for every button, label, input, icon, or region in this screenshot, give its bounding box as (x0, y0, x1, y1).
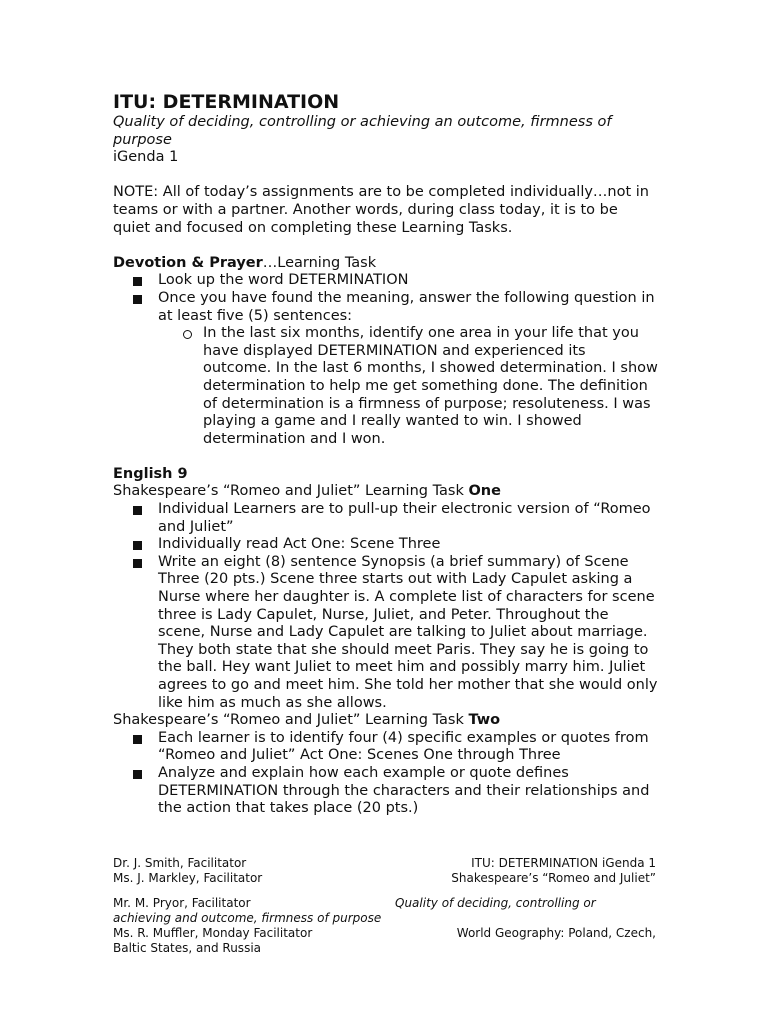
footer-markley: Ms. J. Markley, Facilitator (113, 871, 263, 885)
square-bullet-icon (133, 770, 142, 779)
circle-bullet-icon (183, 330, 192, 339)
footer-quality-line2: achieving and outcome, firmness of purpose (113, 911, 382, 925)
list-item-text: Look up the word DETERMINATION (158, 272, 409, 289)
task-two-heading (113, 712, 658, 730)
list-item (113, 536, 658, 554)
list-item (113, 501, 658, 536)
square-bullet-icon (133, 506, 142, 515)
list-item (113, 554, 658, 712)
task-one-heading (113, 483, 658, 501)
task-one-number: One (468, 483, 501, 500)
english-heading: English 9 (113, 465, 188, 482)
footer-geography-line2: Baltic States, and Russia (113, 941, 262, 955)
footer-geography-line1: World Geography: Poland, Czech, (456, 926, 656, 940)
square-bullet-icon (133, 735, 142, 744)
footer-romeo: Shakespeare’s “Romeo and Juliet” (451, 871, 656, 885)
footer-muffler: Ms. R. Muffler, Monday Facilitator (113, 926, 313, 940)
list-item-text: Once you have found the meaning, answer the following question in at least five (5) sentences: (158, 289, 655, 324)
list-item-text: Each learner is to identify four (4) specific examples or quotes from “Romeo and Juliet” Act One: Scenes One through Three (158, 729, 649, 764)
page-footer (113, 856, 656, 956)
square-bullet-icon (133, 295, 142, 304)
list-item (113, 765, 658, 818)
list-item (113, 272, 658, 290)
devotion-heading-rest: …Learning Task (262, 254, 377, 271)
devotion-heading (113, 255, 658, 273)
footer-itu-igenda: ITU: DETERMINATION iGenda 1 (471, 856, 656, 870)
list-item-text: Individual Learners are to pull-up their electronic version of “Romeo and Juliet” (158, 501, 651, 535)
note-paragraph: NOTE: All of today’s assignments are to be completed individually…not in teams or with a partner. Another words, during class today, it is to be quiet and focused on completing these Learning Tasks. (113, 184, 649, 236)
list-item (113, 730, 658, 765)
sub-list-item (113, 325, 658, 448)
task-two-prefix: Shakespeare’s “Romeo and Juliet” Learning Task (113, 712, 469, 729)
devotion-list (113, 272, 658, 448)
task-one-prefix: Shakespeare’s “Romeo and Juliet” Learning Task (113, 483, 469, 500)
igenda-label: iGenda 1 (113, 149, 179, 166)
footer-quality-line1: Quality of deciding, controlling or (395, 896, 596, 910)
square-bullet-icon (133, 277, 142, 286)
task-one-list (113, 501, 658, 712)
footer-pryor: Mr. M. Pryor, Facilitator (113, 896, 251, 910)
square-bullet-icon (133, 541, 142, 550)
list-item-text: Individually read Act One: Scene Three (158, 536, 441, 553)
document-body (113, 90, 658, 818)
sub-list-item-text: In the last six months, identify one area in your life that you have displayed DETERMINATION and experienced its outcome. In the last 6 months, I showed determination. I show determination to help me get something done. The definition of determination is a firmness of purpose; resoluteness. I was playing a game and I really wanted to win. I showed determination and I won. (203, 325, 658, 447)
square-bullet-icon (133, 559, 142, 568)
page-subtitle: Quality of deciding, controlling or achieving an outcome, firmness of purpose (113, 114, 612, 148)
list-item-text: Analyze and explain how each example or quote defines DETERMINATION through the characters and their relationships and the action that takes place (20 pts.) (158, 764, 650, 817)
list-item-text: Write an eight (8) sentence Synopsis (a brief summary) of Scene Three (20 pts.) Scene three starts out with Lady Capulet asking a Nurse where her daughter is. A complete list of characters for scene three is Lady Capulet, Nurse, Juliet, and Peter. Throughout the scene, Nurse and Lady Capulet are talking to Juliet about marriage. They both state that she should meet Paris. They say he is going to the ball. Hey want Juliet to meet him and possibly marry him. Juliet agrees to go and meet him. She told her mother that she would only like him as much as she allows. (158, 553, 658, 711)
devotion-heading-bold: Devotion & Prayer (113, 254, 263, 271)
task-two-list (113, 730, 658, 818)
footer-smith: Dr. J. Smith, Facilitator (113, 856, 247, 870)
page-title: ITU: DETERMINATION (113, 91, 340, 113)
list-item (113, 290, 658, 325)
task-two-number: Two (468, 712, 501, 729)
